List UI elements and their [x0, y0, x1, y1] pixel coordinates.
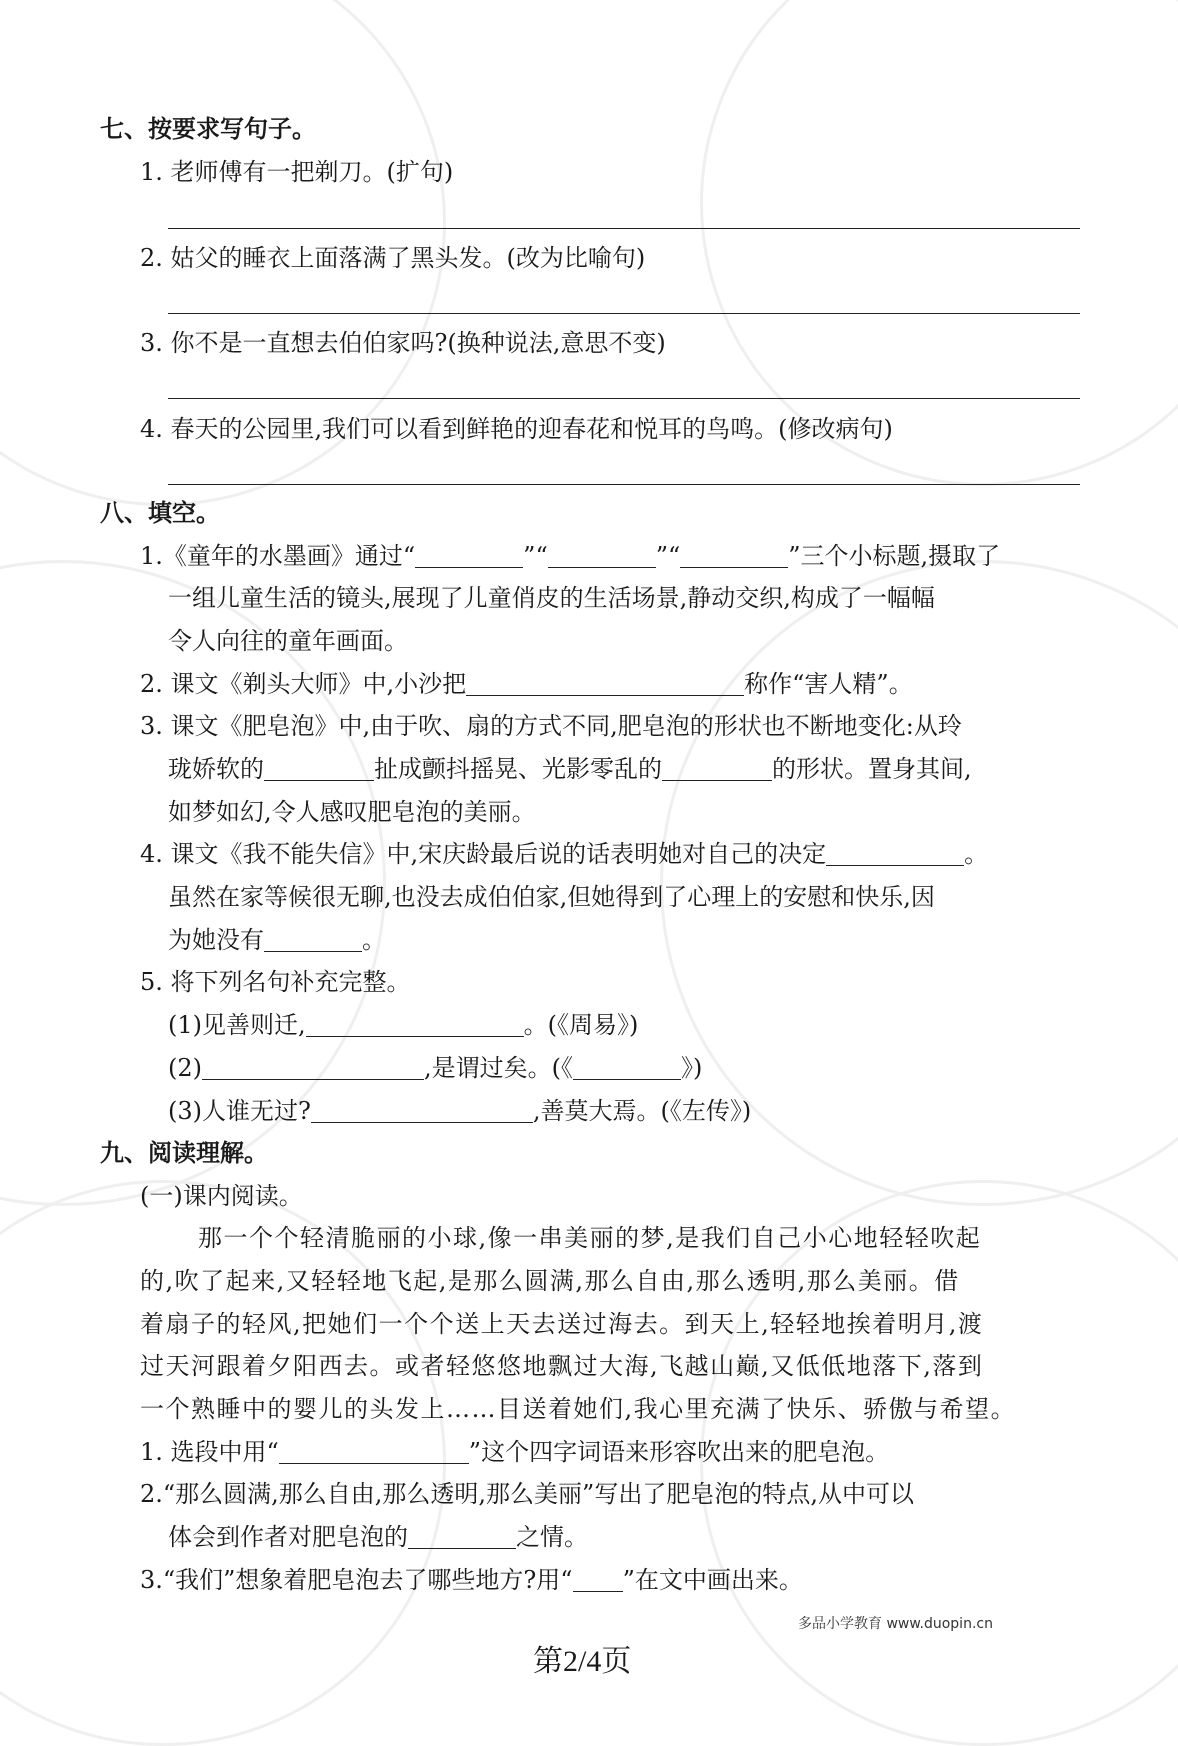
passage-line: 一个熟睡中的婴儿的头发上……目送着她们,我心里充满了快乐、骄傲与希望。 [140, 1395, 1017, 1423]
s8-q5-blank-2[interactable] [202, 1057, 424, 1080]
s8-q2-text: 2. 课文《剃头大师》中,小沙把 [140, 670, 467, 698]
s8-q1-text: ”三个小标题,摄取了 [788, 542, 1001, 570]
s8-q3-blank-1[interactable] [264, 758, 374, 781]
s9-question-2-line-2 [168, 1522, 588, 1552]
passage-line: 过天河跟着夕阳西去。或者轻悠悠地飘过大海,飞越山巅,又低低地落下,落到 [140, 1352, 984, 1380]
s8-q5-text: (1)见善则迁, [168, 1011, 306, 1039]
s8-q1-text: ”“ [523, 542, 548, 570]
passage-line: 的,吹了起来,又轻轻地飞起,是那么圆满,那么自由,那么透明,那么美丽。借 [140, 1267, 960, 1295]
s7-question-4: 4. 春天的公园里,我们可以看到鲜艳的迎春花和悦耳的鸟鸣。(修改病句) [140, 415, 893, 443]
s8-q1-blank-1[interactable] [415, 545, 523, 568]
s9-question-2-line-1: 2.“那么圆满,那么自由,那么透明,那么美丽”写出了肥皂泡的特点,从中可以 [140, 1480, 914, 1508]
s8-q5-text: 。(《周易》) [523, 1011, 639, 1039]
s8-q5-text: 》) [681, 1054, 703, 1082]
s7-question-2: 2. 姑父的睡衣上面落满了黑头发。(改为比喻句) [140, 244, 646, 272]
s9-q1-text: ”这个四字词语来形容吹出来的肥皂泡。 [468, 1438, 890, 1466]
s8-q5-text: ,善莫大焉。(《左传》) [532, 1097, 752, 1125]
s8-question-3-line-3: 如梦如幻,令人感叹肥皂泡的美丽。 [168, 798, 536, 826]
s8-q3-blank-2[interactable] [662, 758, 772, 781]
s8-q1-text: ”“ [655, 542, 681, 570]
s8-q5-blank-3[interactable] [573, 1057, 681, 1080]
s9-q3-text: ”在文中画出来。 [622, 1566, 803, 1594]
s8-q4-text: 为她没有 [168, 926, 264, 954]
s8-q1-blank-3[interactable] [680, 545, 788, 568]
s8-q5-blank-4[interactable] [311, 1100, 533, 1123]
s8-question-3-line-2 [168, 754, 972, 784]
s8-question-1-line-1 [140, 541, 1000, 571]
s8-q1-blank-2[interactable] [548, 545, 656, 568]
s9-q2-blank[interactable] [408, 1526, 516, 1549]
section-7-heading: 七、按要求写句子。 [100, 114, 316, 143]
s8-question-1-line-2: 一组儿童生活的镜头,展现了儿童俏皮的生活场景,静动交织,构成了一幅幅 [168, 584, 935, 612]
s9-question-1 [140, 1437, 889, 1467]
s9-q3-underline-sample [573, 1569, 623, 1592]
passage-line: 那一个个轻清脆丽的小球,像一串美丽的梦,是我们自己小心地轻轻吹起 [198, 1224, 982, 1252]
s8-q4-text: 4. 课文《我不能失信》中,宋庆龄最后说的话表明她对自己的决定 [140, 840, 827, 868]
section-9-heading: 九、阅读理解。 [100, 1138, 268, 1167]
s8-q1-text: 1.《童年的水墨画》通过“ [140, 542, 416, 570]
s8-question-5: 5. 将下列名句补充完整。 [140, 968, 411, 996]
s8-question-3-line-1: 3. 课文《肥皂泡》中,由于吹、扇的方式不同,肥皂泡的形状也不断地变化:从玲 [140, 712, 962, 740]
s7-question-3: 3. 你不是一直想去伯伯家吗?(换种说法,意思不变) [140, 329, 666, 357]
s8-q3-text: 珑娇软的 [168, 755, 264, 783]
s9-question-3 [140, 1565, 803, 1595]
s8-question-2 [140, 669, 913, 699]
s8-q3-text: 的形状。置身其间, [772, 755, 972, 783]
s8-question-4-line-3 [168, 925, 386, 955]
s9-q3-text: 3.“我们”想象着肥皂泡去了哪些地方?用“ [140, 1566, 573, 1594]
s8-q5-item-2 [168, 1053, 702, 1083]
footer-site: 多品小学教育 www.duopin.cn [798, 1616, 993, 1632]
s9-q1-text: 1. 选段中用“ [140, 1438, 279, 1466]
passage-line: 着扇子的轻风,把她们一个个送上天去送过海去。到天上,轻轻地挨着明月,渡 [140, 1310, 984, 1338]
s9-q2-text: 体会到作者对肥皂泡的 [168, 1523, 408, 1551]
s7-answer-line-2[interactable] [168, 313, 1080, 314]
s8-q2-text: 称作“害人精”。 [744, 670, 913, 698]
s7-answer-line-4[interactable] [168, 484, 1080, 485]
s8-question-4-line-2: 虽然在家等候很无聊,也没去成伯伯家,但她得到了心理上的安慰和快乐,因 [168, 883, 935, 911]
s9-q2-text: 之情。 [516, 1523, 588, 1551]
s8-q4-blank-2[interactable] [264, 929, 362, 952]
s7-question-1: 1. 老师傅有一把剃刀。(扩句) [140, 158, 454, 186]
s8-q3-text: 扯成颤抖摇晃、光影零乱的 [374, 755, 662, 783]
section-8-heading: 八、填空。 [100, 498, 220, 527]
s8-question-1-line-3: 令人向往的童年画面。 [168, 627, 408, 655]
s8-q5-text: (2) [168, 1054, 202, 1082]
s8-q5-item-3 [168, 1096, 751, 1126]
s9-q1-blank[interactable] [279, 1441, 469, 1464]
s9-subheading: (一)课内阅读。 [140, 1182, 303, 1210]
s7-answer-line-1[interactable] [168, 228, 1080, 229]
s8-q2-blank[interactable] [466, 673, 744, 696]
s8-q4-text: 。 [362, 926, 386, 954]
s8-question-4-line-1 [140, 839, 988, 869]
s8-q4-blank-1[interactable] [826, 843, 964, 866]
s7-answer-line-3[interactable] [168, 398, 1080, 399]
s8-q5-text: ,是谓过矣。(《 [424, 1054, 573, 1082]
page-number: 第2/4页 [533, 1645, 632, 1678]
s8-q5-blank-1[interactable] [306, 1014, 524, 1037]
s8-q5-item-1 [168, 1010, 638, 1040]
s8-q4-text: 。 [964, 840, 989, 868]
s8-q5-text: (3)人谁无过? [168, 1097, 311, 1125]
